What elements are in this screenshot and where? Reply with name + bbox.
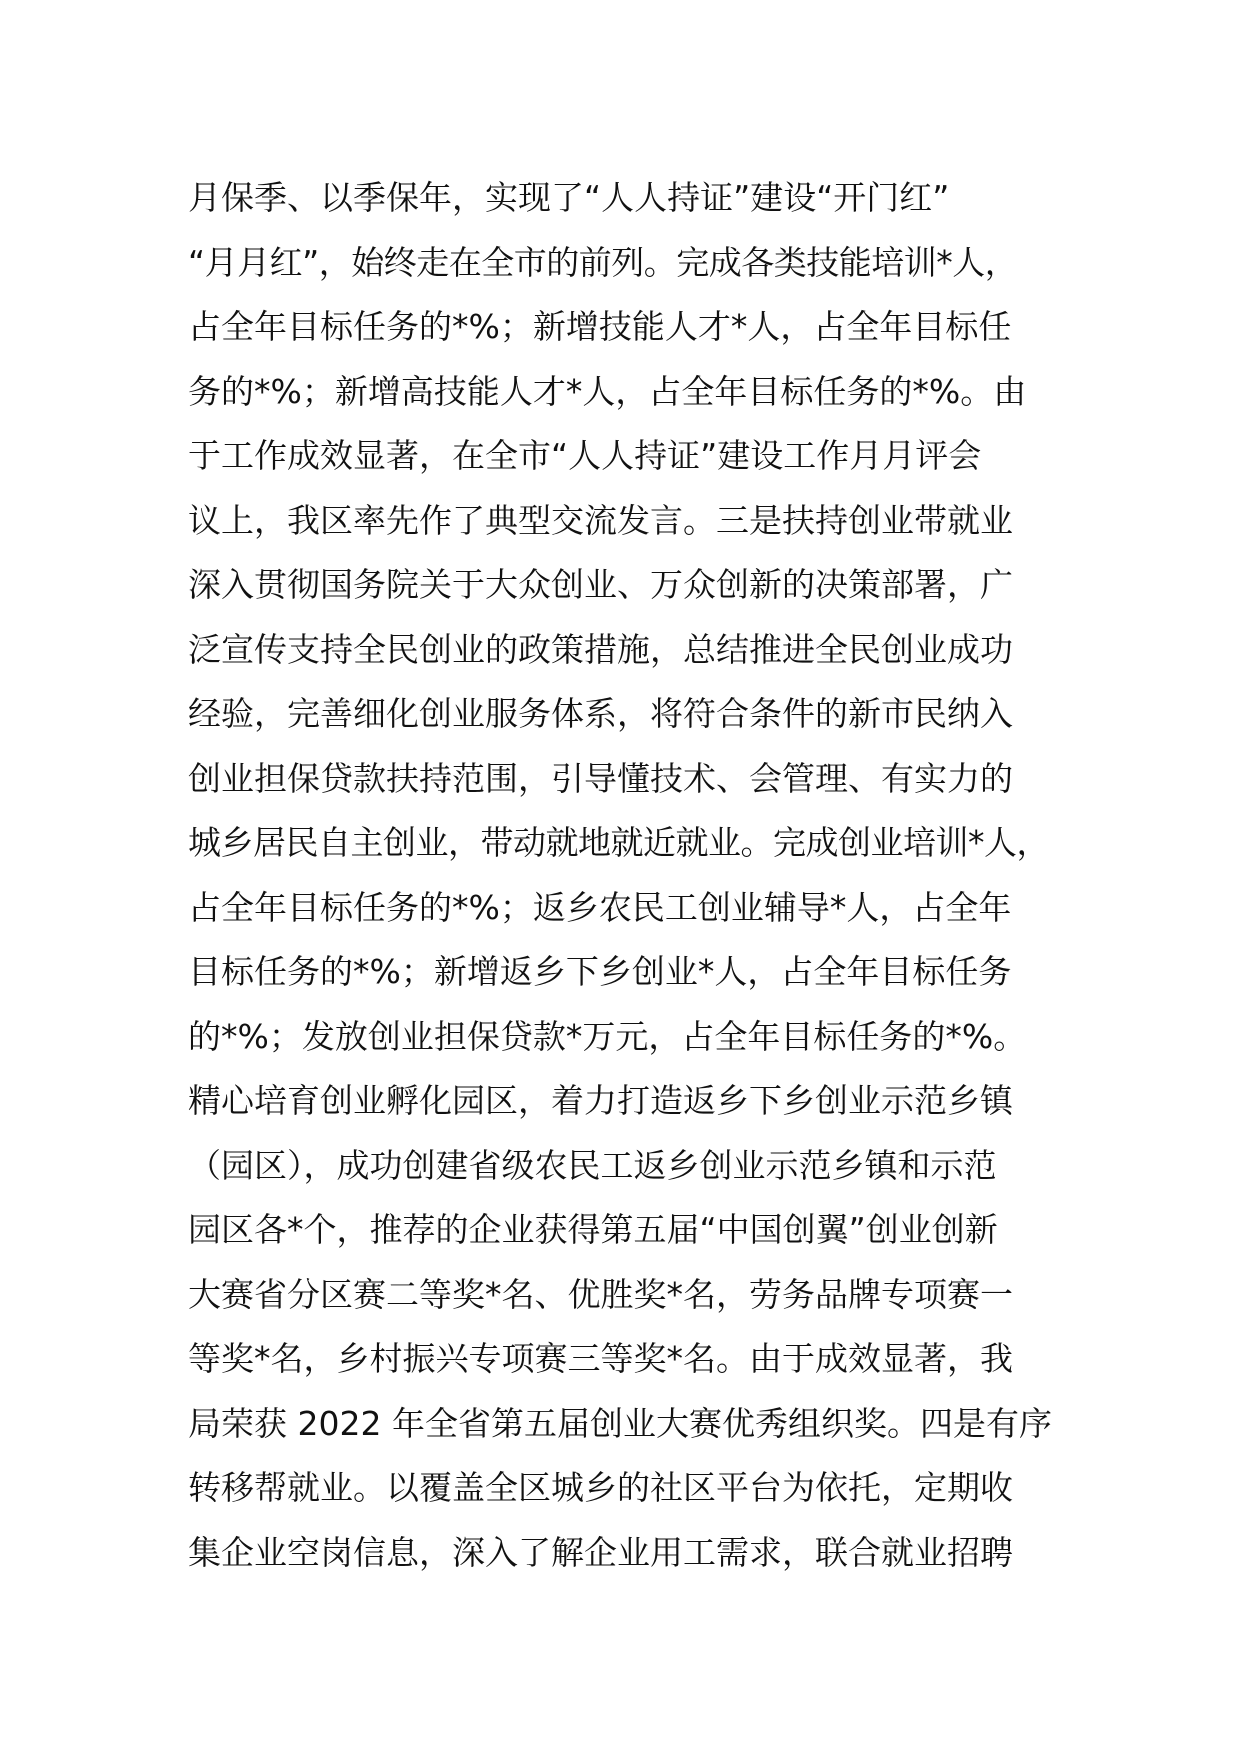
text-line-11: 城乡居民自主创业，带动就地就近就业。完成创业培训*人， xyxy=(188,823,1049,862)
text-line-15: 精心培育创业孵化园区，着力打造返乡下乡创业示范乡镇 xyxy=(188,1081,1013,1120)
text-line-16: （园区），成功创建省级农民工返乡创业示范乡镇和示范 xyxy=(188,1145,997,1185)
text-line-8: 泛宣传支持全民创业的政策措施，总结推进全民创业成功 xyxy=(188,629,1013,669)
text-line-4: 务的*%；新增高技能人才*人，占全年目标任务的*%。由 xyxy=(188,371,1027,411)
text-line-13: 目标任务的*%；新增返乡下乡创业*人，占全年目标任务 xyxy=(188,952,1012,991)
text-line-18: 大赛省分区赛二等奖*名、优胜奖*名，劳务品牌专项赛一 xyxy=(188,1274,1013,1314)
text-line-7: 深入贯彻国务院关于大众创业、万众创新的决策部署，广 xyxy=(188,565,1013,604)
text-line-5: 于工作成效显著，在全市“人人持证”建设工作月月评会 xyxy=(188,436,982,475)
text-line-6: 议上，我区率先作了典型交流发言。三是扶持创业带就业 xyxy=(188,500,1013,540)
text-line-1: 月保季、以季保年，实现了“人人持证”建设“开门红” xyxy=(188,178,950,217)
text-line-10: 创业担保贷款扶持范围，引导懂技术、会管理、有实力的 xyxy=(188,758,1013,798)
text-line-20: 局荣获 2022 年全省第五届创业大赛优秀组织奖。四是有序 xyxy=(188,1403,1052,1443)
text-line-21: 转移帮就业。以覆盖全区城乡的社区平台为依托，定期收 xyxy=(188,1468,1013,1507)
text-line-9: 经验，完善细化创业服务体系，将符合条件的新市民纳入 xyxy=(188,694,1013,733)
text-line-19: 等奖*名，乡村振兴专项赛三等奖*名。由于成效显著，我 xyxy=(188,1339,1013,1378)
text-line-3: 占全年目标任务的*%；新增技能人才*人，占全年目标任 xyxy=(188,307,1012,346)
text-line-17: 园区各*个，推荐的企业获得第五届“中国创翼”创业创新 xyxy=(188,1210,998,1249)
text-line-14: 的*%；发放创业担保贷款*万元，占全年目标任务的*%。 xyxy=(188,1016,1027,1056)
body-text xyxy=(188,166,1088,1585)
text-line-22: 集企业空岗信息，深入了解企业用工需求，联合就业招聘 xyxy=(188,1532,1013,1572)
text-line-2: “月月红”，始终走在全市的前列。完成各类技能培训*人， xyxy=(188,242,1018,282)
text-line-12: 占全年目标任务的*%；返乡农民工创业辅导*人，占全年 xyxy=(188,887,1012,927)
